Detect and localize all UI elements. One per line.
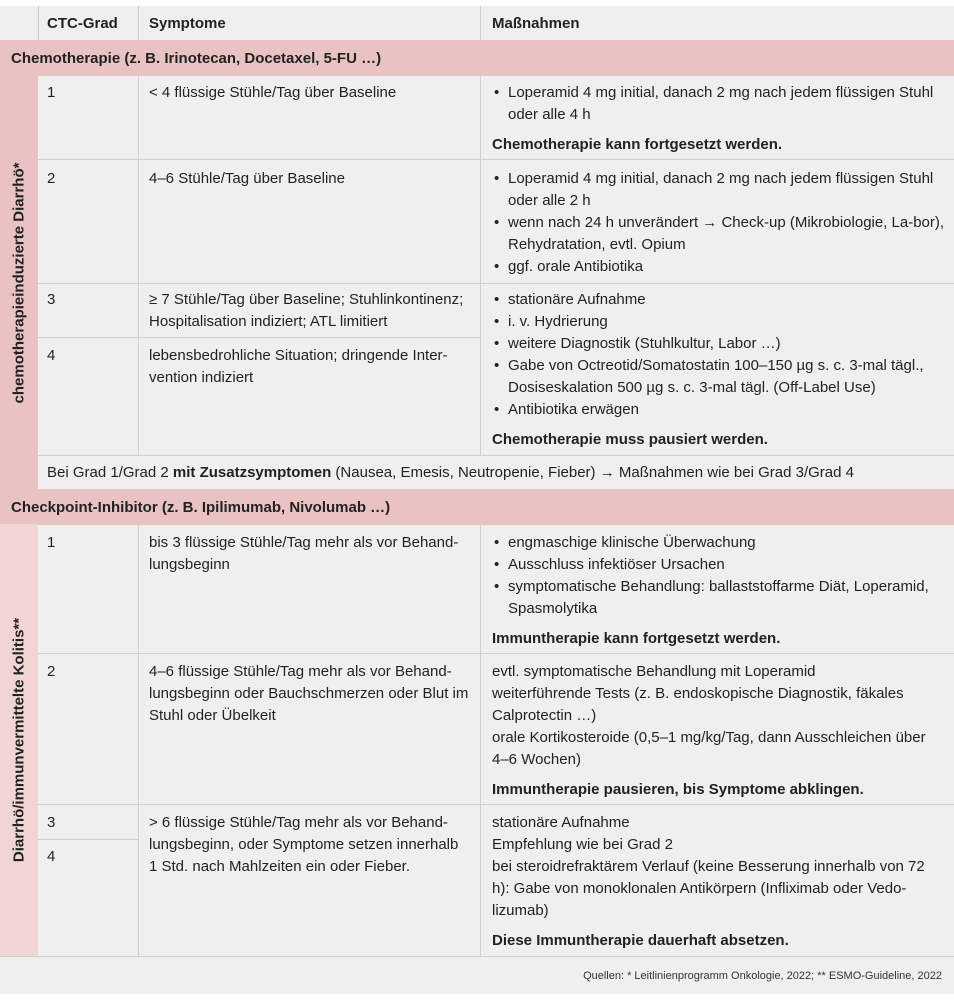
chemo-note: Bei Grad 1/Grad 2 mit Zusatzsymptomen (Nausea, Emesis, Neutropenie, Fieber) → Maßnahmen wie bei Grad 3/Grad 4	[47, 464, 854, 481]
list-item: • Loperamid 4 mg initial, danach 2 mg nach jedem flüssigen Stuhl oder alle 2 h	[492, 168, 947, 212]
chemo-symptoms-1: < 4 flüssige Stühle/Tag über Baseline	[149, 84, 397, 101]
checkpoint-measures-34	[492, 812, 932, 952]
list-item: stationäre Aufnahme	[492, 814, 630, 831]
chemo-symptoms-4: lebensbedrohliche Situation; dringende Inter-vention indiziert	[149, 347, 448, 386]
chemo-sidebar-label: chemotherapieinduzierte Diarrhö*	[10, 162, 28, 403]
checkpoint-grade-1: 1	[47, 534, 56, 551]
list-item: • Loperamid 4 mg initial, danach 2 mg nach jedem flüssigen Stuhl oder alle 4 h	[492, 82, 947, 126]
list-item: • weitere Diagnostik (Stuhlkultur, Labor …)	[492, 333, 947, 355]
checkpoint-symptoms-2: 4–6 flüssige Stühle/Tag mehr als vor Behand-lungsbeginn oder Bauchschmerzen oder Blut im Stuhl oder Übelkeit	[149, 663, 469, 724]
checkpoint-measures-1	[492, 532, 947, 650]
list-item: Empfehlung wie bei Grad 2	[492, 836, 673, 853]
chemo-measures-1	[492, 82, 947, 156]
list-item: • wenn nach 24 h unverändert → Check-up (Mikrobiologie, La-bor), Rehydratation, evtl. Opium	[492, 212, 947, 256]
list-item: bei steroidrefraktärem Verlauf (keine Besserung innerhalb von 72 h): Gabe von monoklonalen Antikörpern (Infliximab oder Vedo-lizumab)	[492, 858, 925, 919]
list-item: • Antibiotika erwägen	[492, 399, 947, 421]
chemo-grade-1: 1	[47, 84, 56, 101]
chemo-symptoms-3: ≥ 7 Stühle/Tag über Baseline; Stuhlinkontinenz; Hospitalisation indiziert; ATL limitiert	[149, 291, 464, 330]
list-item: • i. v. Hydrierung	[492, 311, 947, 333]
list-item: evtl. symptomatische Behandlung mit Loperamid	[492, 663, 816, 680]
chemo-symptoms-2: 4–6 Stühle/Tag über Baseline	[149, 170, 345, 187]
list-item: orale Kortikosteroide (0,5–1 mg/kg/Tag, dann Ausschleichen über 4–6 Wochen)	[492, 729, 926, 768]
chemo-grade-4: 4	[47, 347, 56, 364]
list-item: • engmaschige klinische Überwachung	[492, 532, 947, 554]
chemo-conclusion-34: Chemotherapie muss pausiert werden.	[492, 431, 768, 448]
header-grade: CTC-Grad	[47, 15, 118, 32]
table-header	[0, 6, 954, 40]
checkpoint-grade-3: 3	[47, 814, 56, 831]
header-symptoms: Symptome	[149, 15, 226, 32]
chemo-conclusion-1: Chemotherapie kann fortgesetzt werden.	[492, 136, 783, 153]
chemo-grade-3: 3	[47, 291, 56, 308]
checkpoint-section-title: Checkpoint-Inhibitor (z. B. Ipilimumab, Nivolumab …)	[11, 499, 391, 516]
chemo-section-title: Chemotherapie (z. B. Irinotecan, Docetaxel, 5-FU …)	[11, 50, 382, 67]
checkpoint-symptoms-1: bis 3 flüssige Stühle/Tag mehr als vor Behand-lungsbeginn	[149, 534, 459, 573]
checkpoint-grade-2: 2	[47, 663, 56, 680]
list-item: • Gabe von Octreotid/Somatostatin 100–150 µg s. c. 3-mal tägl., Dosiseskalation 500 µg s. c. 3-mal tägl. (Off-Label Use)	[492, 355, 947, 399]
checkpoint-conclusion-34: Diese Immuntherapie dauerhaft absetzen.	[492, 932, 789, 949]
list-item: • Ausschluss infektiöser Ursachen	[492, 554, 947, 576]
sources-footnote: Quellen: * Leitlinienprogramm Onkologie, 2022; ** ESMO-Guideline, 2022	[583, 970, 942, 982]
list-item: • stationäre Aufnahme	[492, 289, 947, 311]
checkpoint-sidebar-label: Diarrhö/immunvermittelte Kolitis**	[10, 617, 28, 863]
checkpoint-conclusion-2: Immuntherapie pausieren, bis Symptome abklingen.	[492, 781, 864, 798]
list-item: weiterführende Tests (z. B. endoskopische Diagnostik, fäkales Calprotectin …)	[492, 685, 904, 724]
checkpoint-measures-2	[492, 661, 942, 801]
checkpoint-grade-4: 4	[47, 848, 56, 865]
header-measures: Maßnahmen	[492, 15, 580, 32]
chemo-measures-34	[492, 289, 947, 451]
list-item: • ggf. orale Antibiotika	[492, 256, 947, 278]
chemo-section-header	[0, 40, 954, 76]
chemo-measures-2	[492, 168, 947, 278]
chemo-grade-2: 2	[47, 170, 56, 187]
checkpoint-symptoms-34: > 6 flüssige Stühle/Tag mehr als vor Behand-lungsbeginn, oder Symptome setzen innerhalb 1 Std. nach Mahlzeiten ein oder Fieber.	[149, 814, 459, 875]
list-item: • symptomatische Behandlung: ballaststoffarme Diät, Loperamid, Spasmolytika	[492, 576, 947, 620]
checkpoint-section-header	[0, 489, 954, 525]
checkpoint-conclusion-1: Immuntherapie kann fortgesetzt werden.	[492, 630, 781, 647]
